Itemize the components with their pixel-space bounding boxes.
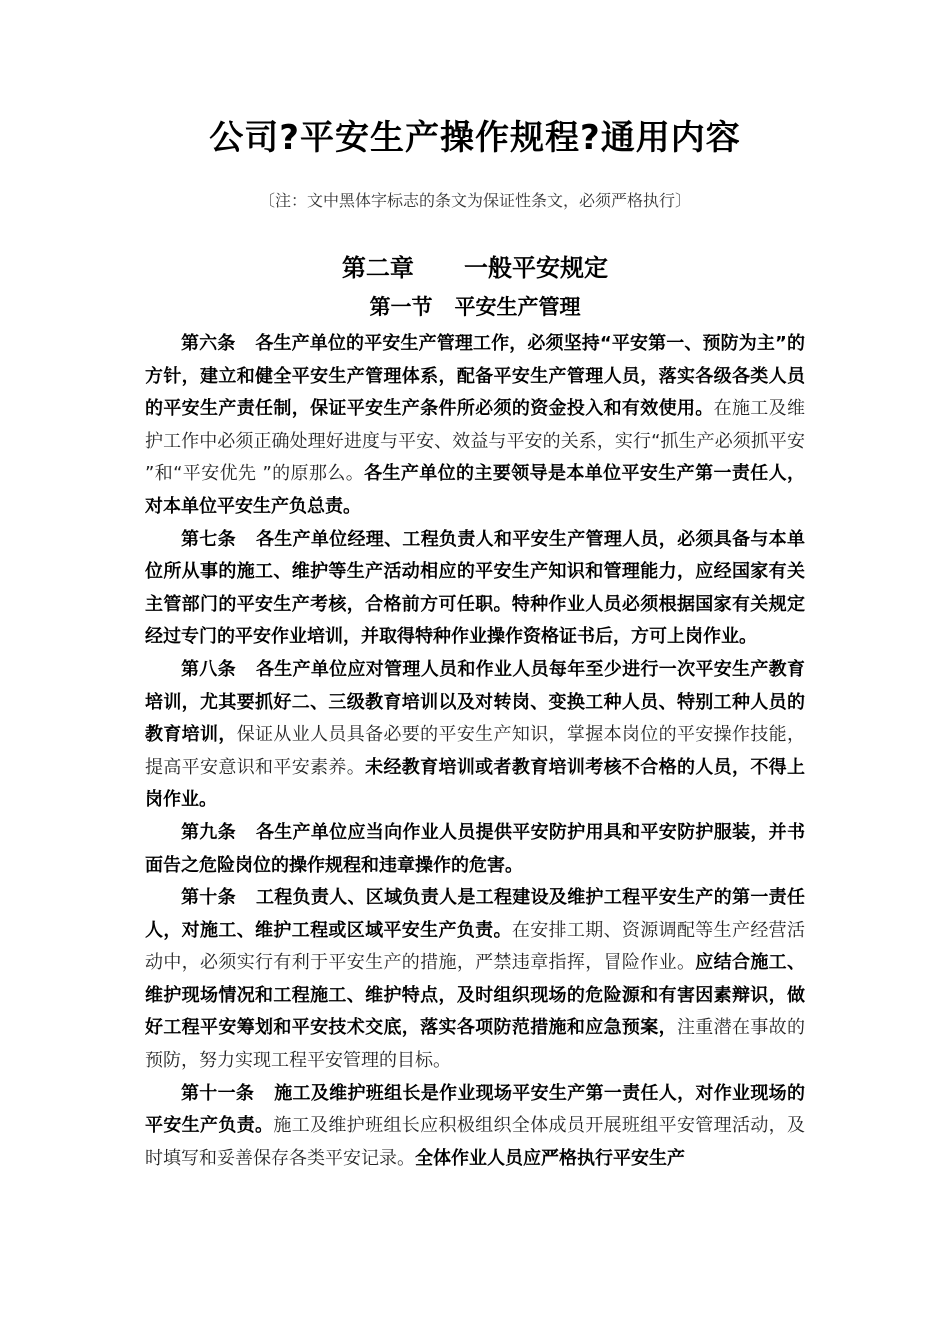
article-9 <box>145 817 805 882</box>
article-label: 第十一条 <box>181 1082 255 1104</box>
article-text: 保证从业人员具备必要的平安生产知识，掌握本岗位的平安操作技能，提高平安意识和平安素养。 <box>145 724 806 778</box>
document-title: 公司?平安生产操作规程?通用内容 <box>209 118 741 158</box>
chapter-heading: 第二章 一般平安规定 <box>341 254 609 282</box>
article-11 <box>145 1078 805 1176</box>
article-text: 各生产单位应当向作业人员提供平安防护用具和平安防护服装，并书面告之危险岗位的操作规程和违章操作的危害。 <box>145 821 805 876</box>
article-text: 在安排工期、资源调配等生产经营活动中，必须实行有利于平安生产的措施，严禁违章指挥，冒险作业。 <box>145 919 806 974</box>
article-text: 各生产单位应对管理人员和作业人员每年至少进行一次平安生产教育培训，尤其要抓好二、三级教育培训以及对转岗、变换工种人员、特别工种人员的教育培训， <box>145 658 805 746</box>
article-text: 施工及维护班组长应积极组织全体成员开展班组平安管理活动，及时填写和妥善保存各类平安记录。 <box>145 1115 806 1169</box>
section-heading: 第一节 平安生产管理 <box>369 295 581 319</box>
article-label: 第八条 <box>181 658 236 680</box>
article-text: 全体作业人员应严格执行平安生产 <box>415 1147 685 1169</box>
article-10 <box>145 882 805 1078</box>
article-8 <box>145 654 805 817</box>
article-label: 第六条 <box>181 333 236 354</box>
article-7 <box>145 524 805 654</box>
article-6 <box>145 328 805 524</box>
article-label: 第十条 <box>181 887 236 909</box>
article-label: 第七条 <box>181 528 236 550</box>
document-body <box>145 328 805 1175</box>
article-text: 各生产单位的主要领导是本单位平安生产第一责任人，对本单位平安生产负总责。 <box>145 463 805 517</box>
article-text: 在施工及维护工作中必须正确处理好进度与平安、效益与平安的关系，实行“抓生产必须抓平安 ”和“平安优先 ”的原那么。 <box>145 398 805 485</box>
article-text: 施工及维护班组长是作业现场平安生产第一责任人，对作业现场的平安生产负责。 <box>145 1082 805 1137</box>
article-text: 工程负责人、区域负责人是工程建设及维护工程平安生产的第一责任人，对施工、维护工程或区域平安生产负责。 <box>145 887 805 941</box>
article-text: 未经教育培训或者教育培训考核不合格的人员，不得上岗作业。 <box>145 756 806 811</box>
article-label: 第九条 <box>181 821 236 843</box>
document-note: 〔注：文中黑体字标志的条文为保证性条文，必须严格执行〕 <box>258 191 691 210</box>
article-text: 应结合施工、维护现场情况和工程施工、维护特点，及时组织现场的危险源和有害因素辩识，做好工程平安筹划和平安技术交底，落实各项防范措施和应急预案， <box>145 952 806 1039</box>
article-text: 注重潜在事故的预防，努力实现工程平安管理的目标。 <box>145 1017 806 1072</box>
article-text: 各生产单位的平安生产管理工作，必须坚持“平安第一、预防为主”的方针，建立和健全平安生产管理体系，配备平安生产管理人员，落实各级各类人员的平安生产责任制，保证平安生产条件所必须的资金投入和有效使用。 <box>145 333 805 420</box>
article-text: 各生产单位经理、工程负责人和平安生产管理人员，必须具备与本单位所从事的施工、维护等生产活动相应的平安生产知识和管理能力，应经国家有关主管部门的平安生产考核，合格前方可任职。特种作业人员必须根据国家有关规定经过专门的平安作业培训，并取得特种作业操作资格证书后，方可上岗作业。 <box>145 528 805 648</box>
